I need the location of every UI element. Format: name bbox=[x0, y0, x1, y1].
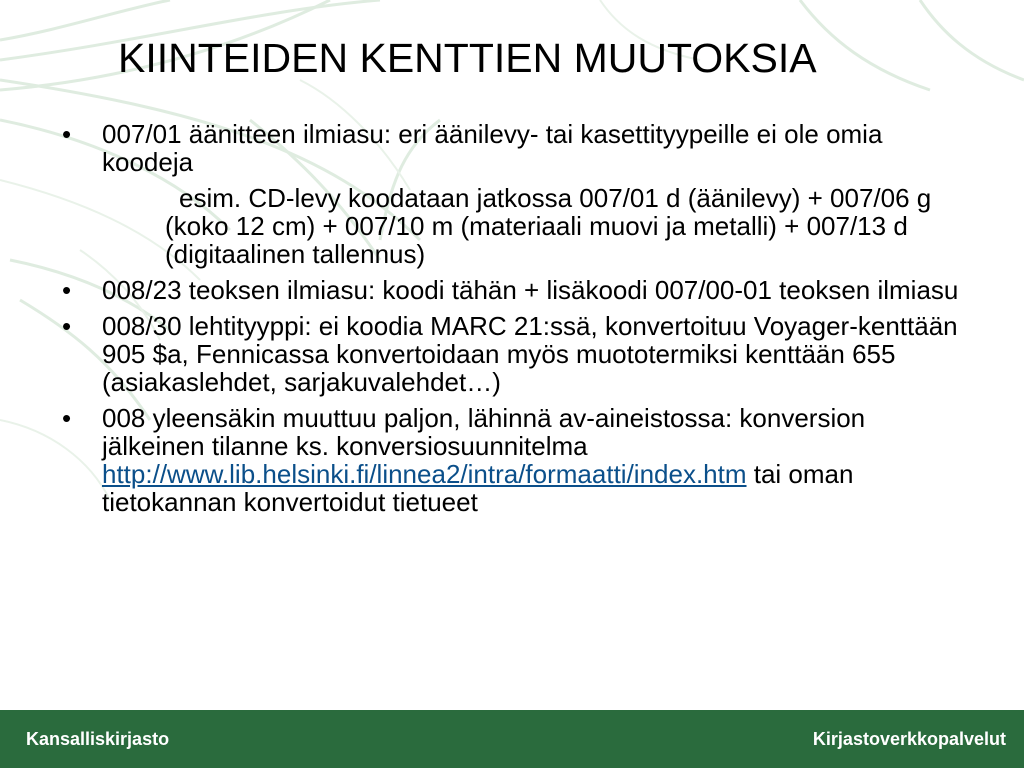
bullet-item-4 bbox=[60, 404, 960, 516]
bullet-text-4-after: tai oman tietokannan konvertoidut tietueet bbox=[102, 459, 854, 517]
sub-text-1: esim. CD-levy koodataan jatkossa 007/01 d (äänilevy) + 007/06 g (koko 12 cm) + 007/10 m (materiaali muovi ja metalli) + 007/13 d (digitaalinen tallennus) bbox=[165, 183, 932, 269]
footer-bar bbox=[0, 710, 1024, 768]
bullet-item-2 bbox=[60, 276, 960, 304]
bullet-text-2: 008/23 teoksen ilmiasu: koodi tähän + lisäkoodi 007/00-01 teoksen ilmiasu bbox=[102, 275, 959, 305]
footer-right-logo: Kirjastoverkkopalvelut bbox=[812, 729, 1006, 749]
slide-content bbox=[60, 120, 960, 524]
bullet-item-1 bbox=[60, 120, 960, 176]
slide-title: KIINTEIDEN KENTTIEN MUUTOKSIA bbox=[118, 35, 817, 81]
bullet-icon: • bbox=[62, 275, 72, 305]
bullet-icon: • bbox=[62, 119, 72, 149]
bullet-icon: • bbox=[62, 311, 72, 341]
bullet-text-4: 008 yleensäkin muuttuu paljon, lähinnä av-aineistossa: konversion jälkeinen tilanne ks. konversiosuunnitelma bbox=[102, 403, 866, 461]
bullet-text-1: 007/01 äänitteen ilmiasu: eri äänilevy- tai kasettityypeille ei ole omia koodeja bbox=[102, 119, 883, 177]
formaatti-link[interactable]: http://www.lib.helsinki.fi/linnea2/intra/formaatti/index.htm bbox=[102, 459, 747, 489]
sub-paragraph-1 bbox=[60, 184, 960, 268]
bullet-item-3 bbox=[60, 312, 960, 396]
bullet-icon: • bbox=[62, 403, 72, 433]
footer-left-logo: Kansalliskirjasto bbox=[26, 729, 170, 749]
bullet-text-3: 008/30 lehtityyppi: ei koodia MARC 21:ssä, konvertoituu Voyager-kenttään 905 $a, Fennicassa konvertoidaan myös muototermiksi kenttään 655 (asiakaslehdet, sarjakuvalehdet…) bbox=[102, 311, 958, 397]
